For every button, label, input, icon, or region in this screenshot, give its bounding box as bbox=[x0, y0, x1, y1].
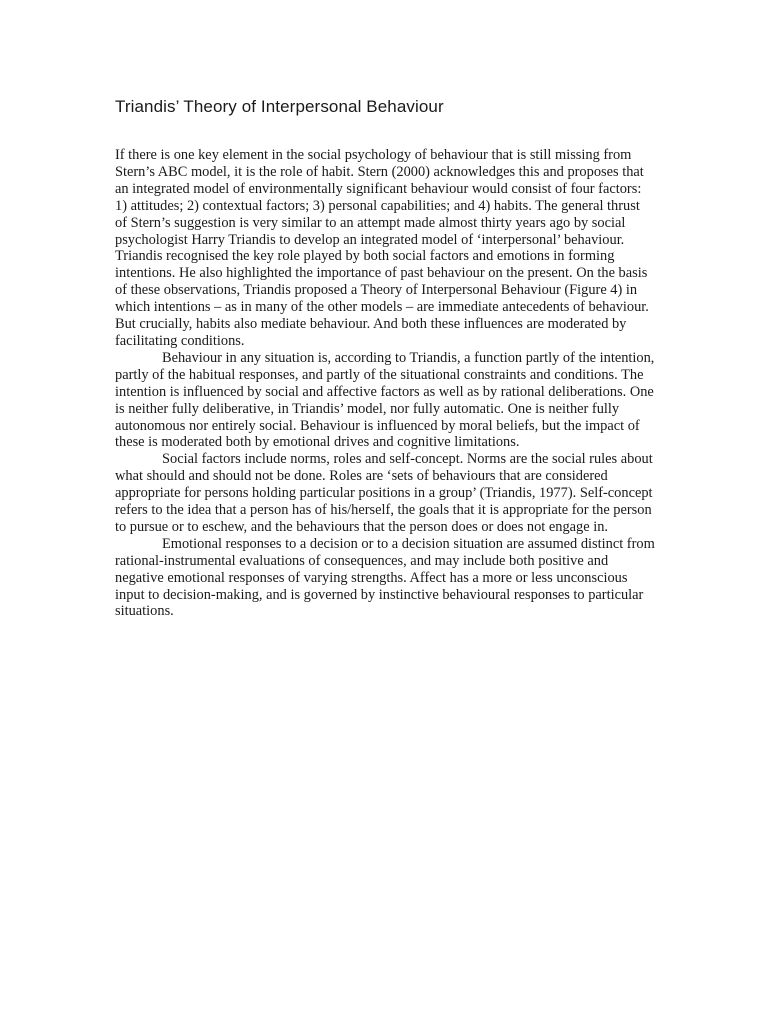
paragraph-behaviour-function: Behaviour in any situation is, according to Triandis, a function partly of the intention, partly of the habitual responses, and partly of the situational constraints and conditions. The intention is influenced by social and affective factors as well as by rational deliberations. One is neither fully deliberative, in Triandis’ model, nor fully automatic. One is neither fully autonomous nor entirely social. Behaviour is influenced by moral beliefs, but the impact of these is moderated both by emotional drives and cognitive limitations. bbox=[115, 349, 655, 451]
page-title: Triandis’ Theory of Interpersonal Behaviour bbox=[115, 97, 444, 116]
paragraph-habit: If there is one key element in the social psychology of behaviour that is still missing from Stern’s ABC model, it is the role of habit. Stern (2000) acknowledges this and proposes that an integrated model of environmentally significant behaviour would consist of four factors: 1) attitudes; 2) contextual factors; 3) personal capabilities; and 4) habits. The general thrust of Stern’s suggestion is very similar to an attempt made almost thirty years ago by social psychologist Harry Triandis to develop an integrated model of ‘interpersonal’ behaviour. Triandis recognised the key role played by both social factors and emotions in forming intentions. He also highlighted the importance of past behaviour on the present. On the basis of these observations, Triandis proposed a Theory of Interpersonal Behaviour (Figure 4) in which intentions – as in many of the other models – are immediate antecedents of behaviour. But crucially, habits also mediate behaviour. And both these influences are moderated by facilitating conditions. bbox=[115, 147, 649, 349]
paragraph-social-factors: Social factors include norms, roles and self-concept. Norms are the social rules about what should and should not be done. Roles are ‘sets of behaviours that are considered appropriate for persons holding particular positions in a group’ (Triandis, 1977). Self-concept refers to the idea that a person has of his/herself, the goals that it is appropriate for the person to pursue or to eschew, and the behaviours that the person does or does not engage in. bbox=[115, 451, 653, 535]
paragraph-emotional-responses: Emotional responses to a decision or to a decision situation are assumed distinct from rational-instrumental evaluations of consequences, and may include both positive and negative emotional responses of varying strengths. Affect has a more or less unconscious input to decision-making, and is governed by instinctive behavioural responses to particular situations. bbox=[115, 535, 655, 620]
document-body bbox=[115, 96, 655, 620]
